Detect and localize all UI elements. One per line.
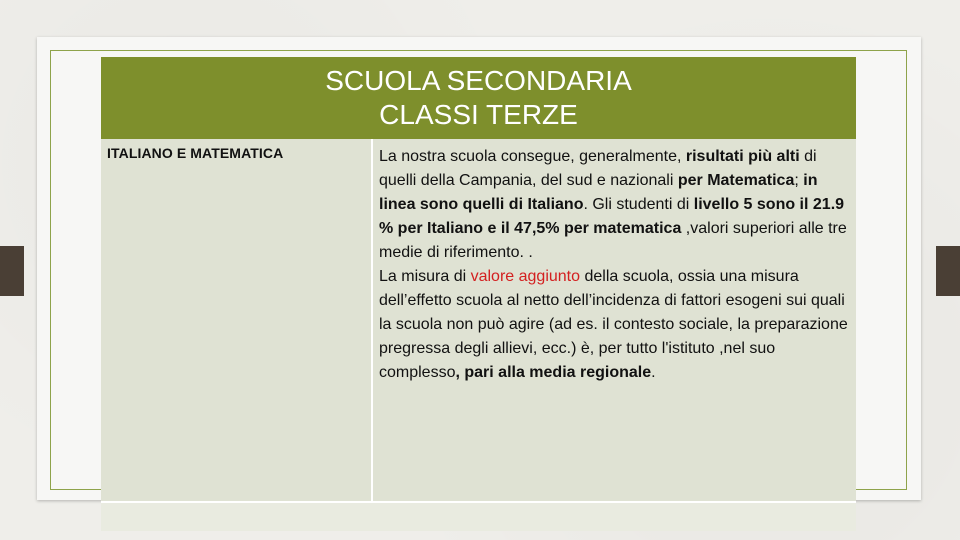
bold-text: risultati più alti [685,148,800,165]
text-span: di quelli della Campania, del sud e nazionali [379,148,817,189]
text-span: La misura di [379,268,471,285]
text-span: ; [794,172,804,189]
left-side-tab [0,246,24,296]
bold-text: per Matematica [677,172,795,189]
subject-label: ITALIANO E MATEMATICA [107,145,284,161]
bold-text: , pari alla media regionale [455,364,652,381]
highlighted-text: valore aggiunto [470,268,581,285]
text-span: La nostra scuola consegue, generalmente, [379,148,686,165]
subject-cell [101,139,373,501]
text-span: . [651,364,656,381]
content-table [101,139,856,501]
text-span: . Gli studenti di [583,196,694,213]
empty-table-row [101,501,856,531]
header-title-line1: SCUOLA SECONDARIA [325,65,632,96]
description-cell [373,139,856,501]
right-side-tab [936,246,960,296]
paragraph-results [379,145,850,265]
header-title-line2: CLASSI TERZE [379,99,578,130]
bold-text: livello 5 sono il 21.9 % per Italiano e il 47,5% per matematica [379,196,845,237]
text-span: della scuola, ossia una misura dell’effetto scuola al netto dell’incidenza di fattori esogeni sui quali la scuola non può agire (ad es. il contesto sociale, la preparazione pregressa degli allievi, ecc.) è, per tutto l'istituto ,nel suo complesso [379,268,848,381]
paragraph-added-value [379,265,850,385]
text-span: ,valori superiori alle tre medie di riferimento. . [379,220,847,261]
table-header [101,57,856,139]
bold-text: in linea sono quelli di Italiano [379,172,818,213]
